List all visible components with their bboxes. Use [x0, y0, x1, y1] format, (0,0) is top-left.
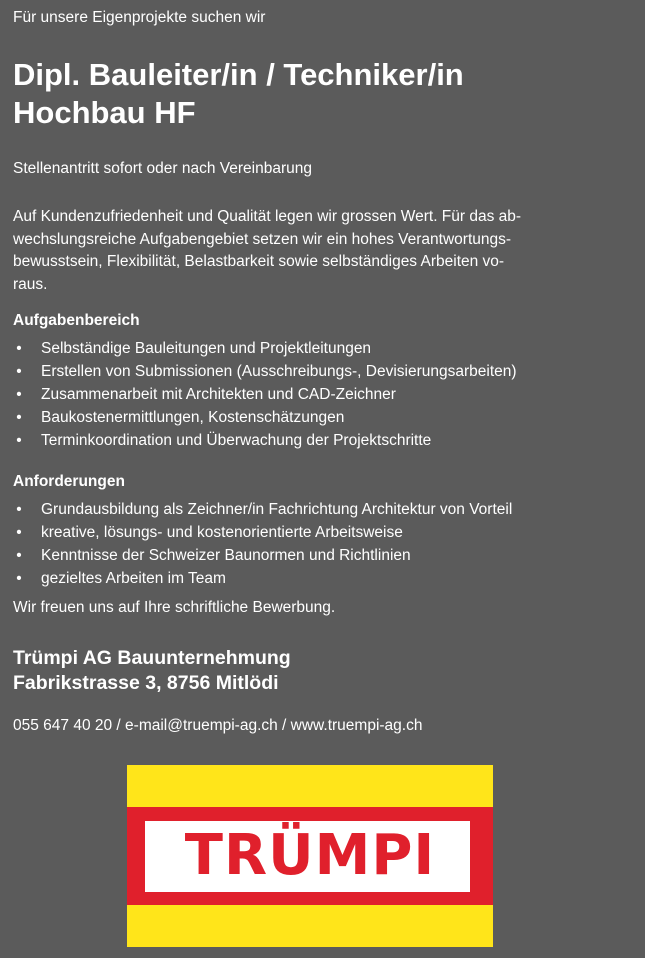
- list-item: [13, 383, 517, 406]
- list-item: [13, 406, 517, 429]
- list-item-text: Baukostenermittlungen, Kostenschätzungen: [41, 409, 345, 426]
- start-date-text: Stellenantritt sofort oder nach Vereinbarung: [13, 160, 312, 177]
- company-block: [13, 646, 291, 695]
- logo-text: TRÜMPI: [184, 823, 436, 888]
- requirements-heading: Anforderungen: [13, 473, 125, 490]
- tasks-heading: Aufgabenbereich: [13, 312, 140, 329]
- description-line: bewusstsein, Flexibilität, Belastbarkeit sowie selbständiges Arbeiten vo-: [13, 253, 505, 270]
- bullet-icon: •: [16, 524, 22, 541]
- intro-text: Für unsere Eigenprojekte suchen wir: [13, 9, 266, 26]
- description-line: Auf Kundenzufriedenheit und Qualität legen wir grossen Wert. Für das ab-: [13, 208, 522, 225]
- truempi-logo: [127, 765, 493, 947]
- list-item-text: Terminkoordination und Überwachung der Projektschritte: [41, 432, 432, 449]
- closing-text: Wir freuen uns auf Ihre schriftliche Bewerbung.: [13, 599, 336, 616]
- company-address: Fabrikstrasse 3, 8756 Mitlödi: [13, 671, 279, 694]
- description-line: raus.: [13, 275, 48, 293]
- list-item: [13, 360, 517, 383]
- list-item: [13, 337, 517, 360]
- list-item-text: Erstellen von Submissionen (Ausschreibungs-, Devisierungsarbeiten): [41, 363, 517, 380]
- list-item: [13, 544, 512, 567]
- tasks-list: [13, 337, 517, 452]
- description-line: wechslungsreiche Aufgabengebiet setzen wir ein hohes Verantwortungs-: [13, 230, 512, 248]
- job-title-line-2: Hochbau HF: [13, 95, 196, 130]
- list-item: [13, 498, 512, 521]
- list-item-text: Selbständige Bauleitungen und Projektleitungen: [41, 340, 372, 357]
- bullet-icon: •: [16, 547, 22, 564]
- list-item: [13, 521, 512, 544]
- list-item: [13, 429, 517, 452]
- email-link[interactable]: e-mail@truempi-ag.ch: [125, 717, 278, 734]
- list-item-text: gezieltes Arbeiten im Team: [41, 570, 226, 587]
- contact-separator: /: [112, 717, 126, 734]
- list-item-text: Grundausbildung als Zeichner/in Fachrichtung Architektur von Vorteil: [41, 501, 513, 518]
- bullet-icon: •: [16, 570, 22, 587]
- bullet-icon: •: [16, 432, 22, 449]
- bullet-icon: •: [16, 340, 22, 357]
- company-name: Trümpi AG Bauunternehmung: [13, 647, 291, 669]
- list-item: [13, 567, 512, 590]
- list-item-text: kreative, lösungs- und kostenorientierte Arbeitsweise: [41, 524, 403, 541]
- bullet-icon: •: [16, 363, 22, 380]
- bullet-icon: •: [16, 501, 22, 518]
- logo-red-band: [127, 807, 493, 905]
- requirements-list: [13, 498, 512, 590]
- contact-separator: /: [277, 717, 291, 734]
- list-item-text: Zusammenarbeit mit Architekten und CAD-Zeichner: [41, 386, 396, 403]
- list-item-text: Kenntnisse der Schweizer Baunormen und Richtlinien: [41, 547, 411, 564]
- contact-line: [13, 717, 422, 735]
- job-title-line-1: Dipl. Bauleiter/in / Techniker/in: [13, 57, 464, 92]
- job-title: [13, 56, 464, 132]
- bullet-icon: •: [16, 386, 22, 403]
- bullet-icon: •: [16, 409, 22, 426]
- website-link[interactable]: www.truempi-ag.ch: [290, 717, 423, 734]
- phone-number: 055 647 40 20: [13, 717, 113, 734]
- description-paragraph: [13, 206, 633, 296]
